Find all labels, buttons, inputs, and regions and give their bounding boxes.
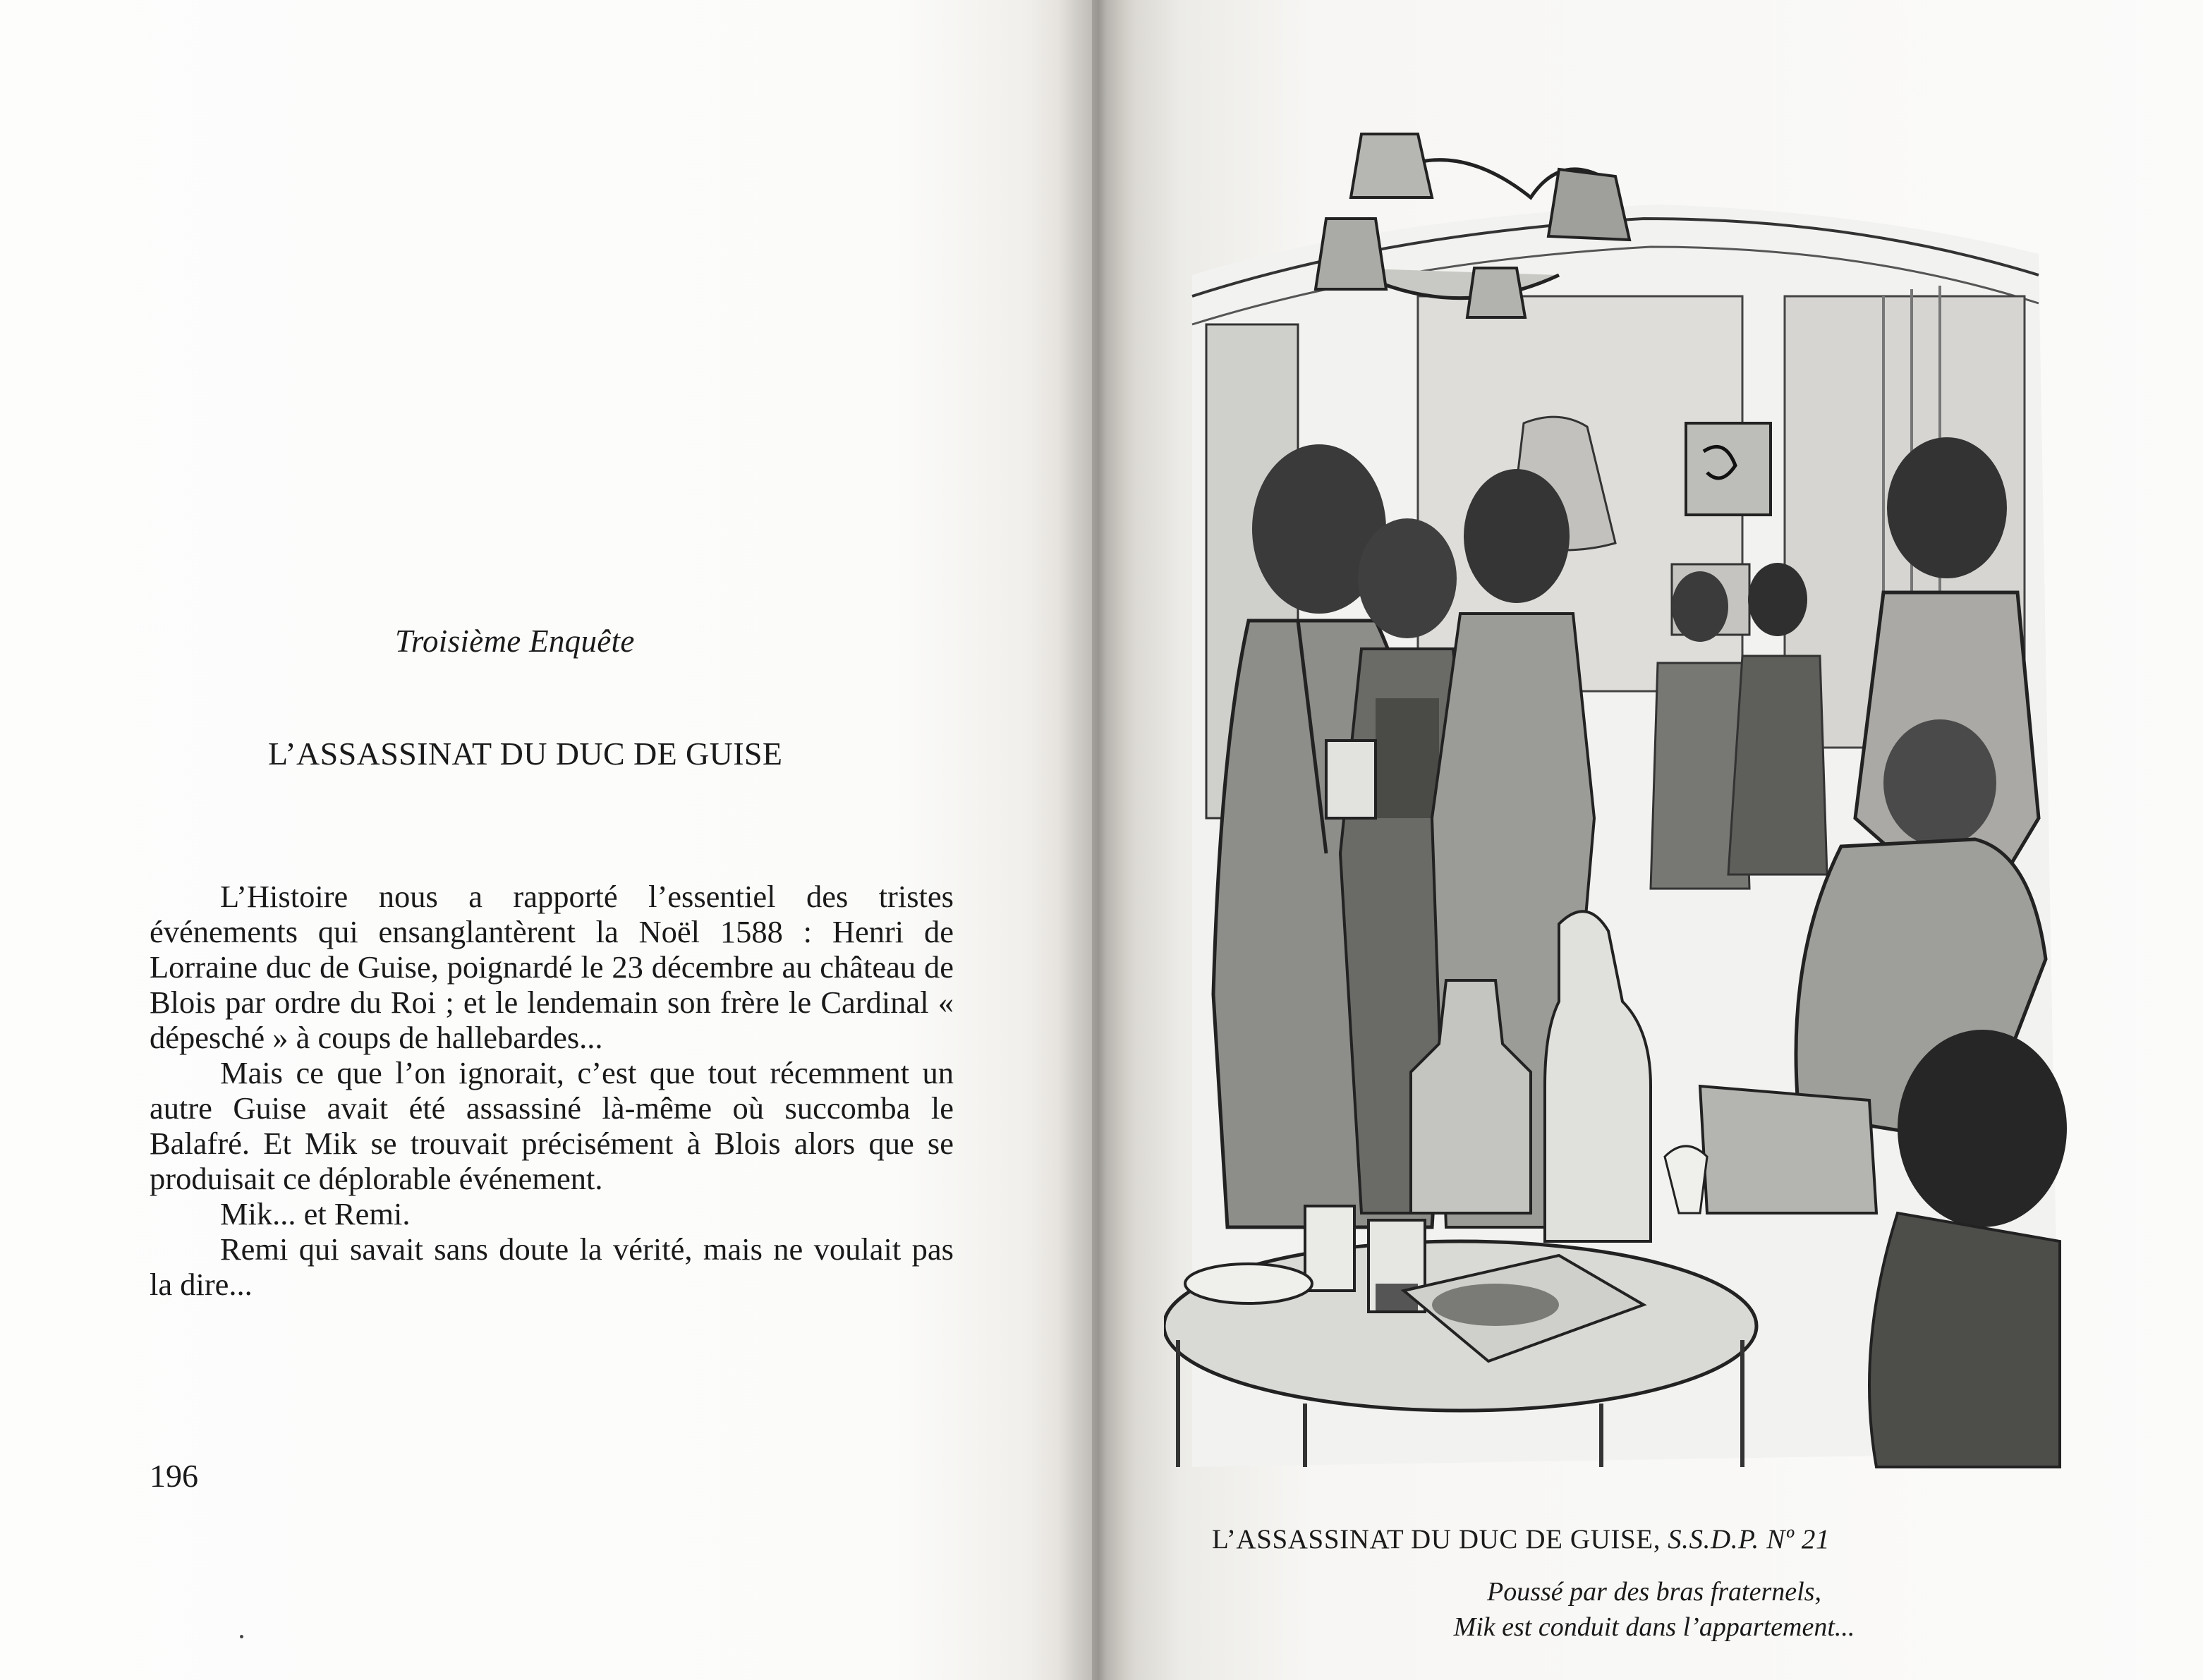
caption-line: Mik est conduit dans l’appartement...: [1453, 1612, 1855, 1642]
paragraph: Mais ce que l’on ignorait, c’est que tout récemment un autre Guise avait été assassiné là-même où succomba le Balafré. Et Mik se trouvait précisément à Blois alors que se produisait ce déplorable événement.: [150, 1055, 954, 1196]
book-gutter-shadow: [1058, 0, 1136, 1680]
illustration-caption-title: [1212, 1523, 1830, 1555]
caption-line: Poussé par des bras fraternels,: [1487, 1577, 1821, 1607]
illustration-caption: [1298, 1574, 2010, 1645]
caption-title-text: L’ASSASSINAT DU DUC DE GUISE,: [1212, 1524, 1661, 1554]
paragraph: Mik... et Remi.: [220, 1196, 411, 1231]
chapter-intro-text: [150, 879, 954, 1302]
paragraph: Remi qui savait sans doute la vérité, mais ne voulait pas la dire...: [150, 1231, 954, 1302]
caption-reference: S.S.D.P. Nº 21: [1668, 1524, 1831, 1554]
paper-speck: [240, 1635, 243, 1638]
chapter-title: L’ASSASSINAT DU DUC DE GUISE: [268, 736, 783, 772]
left-page: [0, 0, 1092, 1680]
paragraph: L’Histoire nous a rapporté l’essentiel des tristes événements qui ensanglantèrent la Noël 1588 : Henri de Lorraine duc de Guise, poignardé le 23 décembre au château de Blois par ordre du Roi ; et le lendemain son frère le Cardinal « dépesché » à coups de hallebardes...: [150, 879, 954, 1055]
chapter-label: Troisième Enquête: [395, 623, 635, 659]
party-scene-illustration: [1164, 113, 2203, 1474]
page-number: 196: [150, 1458, 198, 1494]
